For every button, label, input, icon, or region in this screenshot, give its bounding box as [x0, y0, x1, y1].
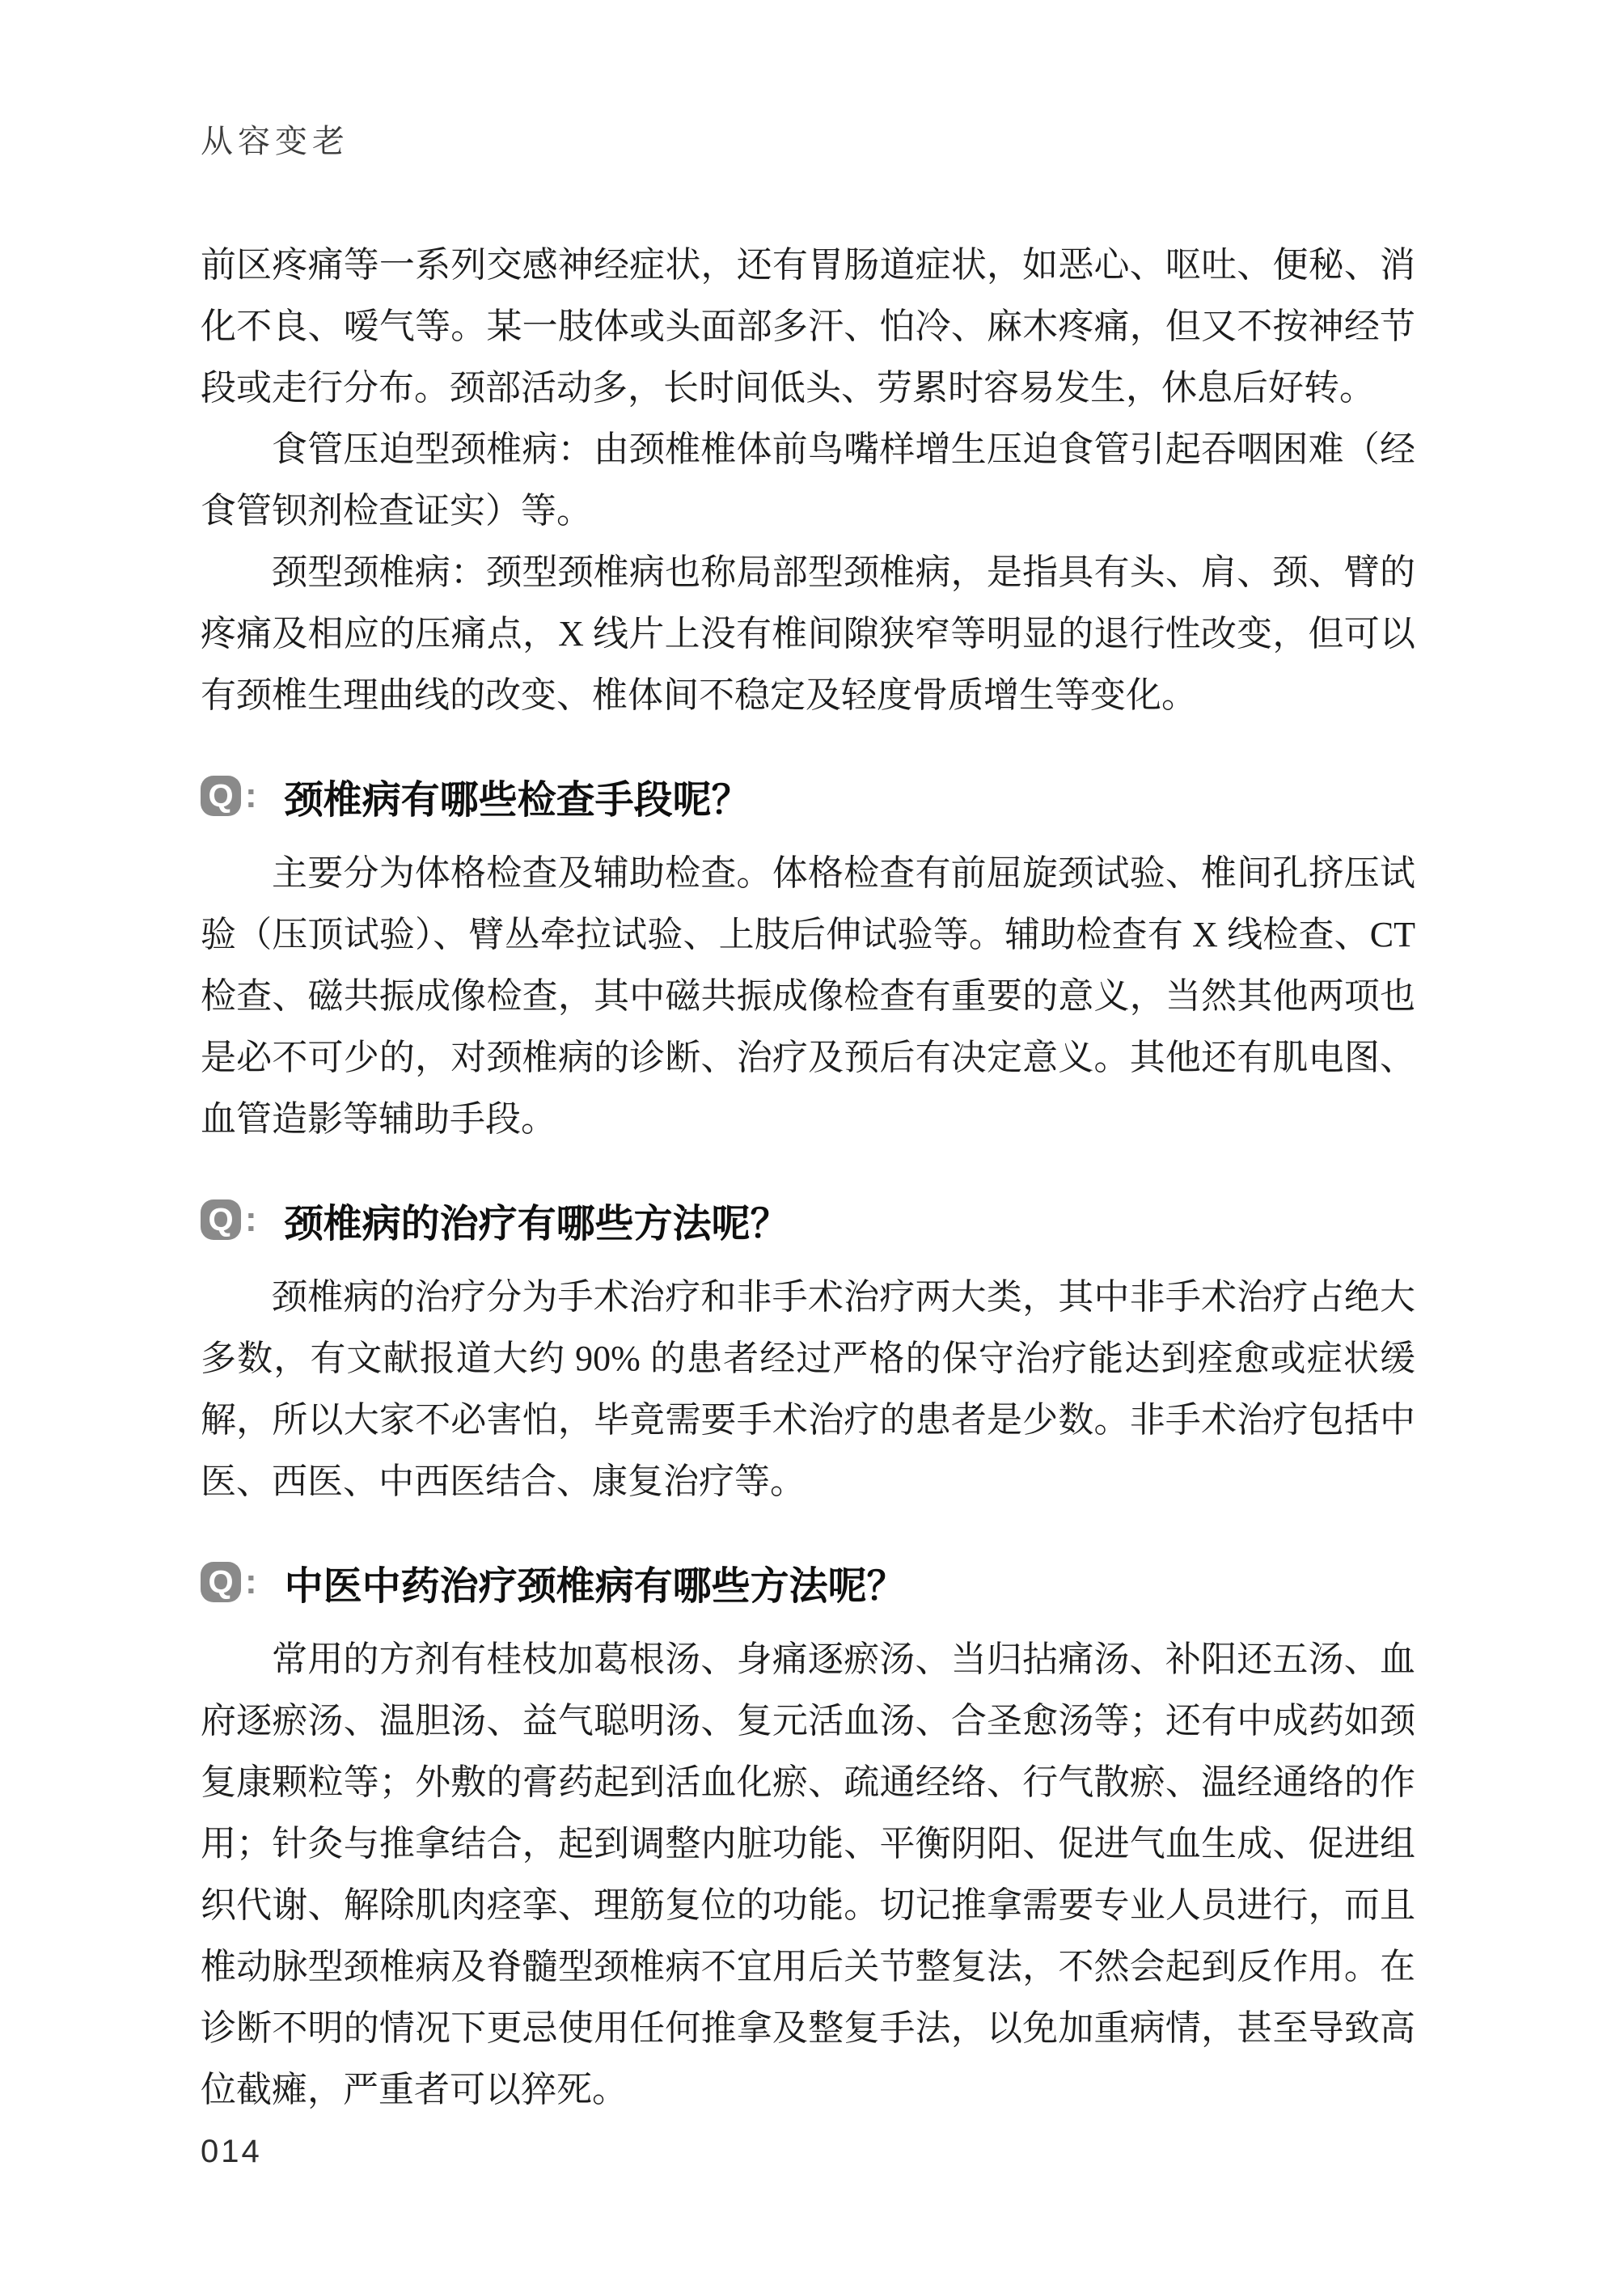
q-colon-icon: : [245, 1199, 257, 1239]
q-badge-icon [201, 1199, 257, 1240]
question-title-tcm: 中医中药治疗颈椎病有哪些方法呢？ [284, 1564, 906, 1608]
intro-paragraph-esophageal-type: 食管压迫型颈椎病：由颈椎椎体前鸟嘴样增生压迫食管引起吞咽困难（经食管钡剂检查证实）等。 [201, 429, 1415, 531]
q-badge-icon [201, 776, 257, 816]
q-letter-icon: Q [201, 776, 241, 816]
answer-paragraph-tcm: 常用的方剂有桂枝加葛根汤、身痛逐瘀汤、当归拈痛汤、补阳还五汤、血府逐瘀汤、温胆汤、益气聪明汤、复元活血汤、合圣愈汤等；还有中成药如颈复康颗粒等；外敷的膏药起到活血化瘀、疏通经络、行气散瘀、温经通络的作用；针灸与推拿结合，起到调整内脏功能、平衡阴阳、促进气血生成、促进组织代谢、解除肌肉痉挛、理筋复位的功能。切记推拿需要专业人员进行，而且椎动脉型颈椎病及脊髓型颈椎病不宜用后关节整复法，不然会起到反作用。在诊断不明的情况下更忌使用任何推拿及整复手法，以免加重病情，甚至导致高位截瘫，严重者可以猝死。 [201, 1639, 1415, 2109]
answer-paragraph-examination: 主要分为体格检查及辅助检查。体格检查有前屈旋颈试验、椎间孔挤压试验（压顶试验）、臂丛牵拉试验、上肢后伸试验等。辅助检查有 X 线检查、CT 检查、磁共振成像检查，其中磁共振成像检查有重要的意义，当然其他两项也是必不可少的，对颈椎病的诊断、治疗及预后有决定意义。其他还有肌电图、血管造影等辅助手段。 [201, 853, 1415, 1139]
intro-paragraph-continuation: 前区疼痛等一系列交感神经症状，还有胃肠道症状，如恶心、呕吐、便秘、消化不良、嗳气等。某一肢体或头面部多汗、怕冷、麻木疼痛，但又不按神经节段或走行分布。颈部活动多，长时间低头、劳累时容易发生，休息后好转。 [201, 245, 1415, 408]
running-head-book-title: 从容变老 [201, 123, 349, 159]
q-colon-icon: : [245, 1562, 257, 1601]
q-colon-icon: : [245, 776, 257, 815]
q-badge-icon [201, 1562, 257, 1602]
q-letter-icon: Q [201, 1199, 241, 1240]
page-number: 014 [201, 2134, 262, 2169]
question-title-examination: 颈椎病有哪些检查手段呢？ [284, 778, 751, 822]
answer-paragraph-treatment: 颈椎病的治疗分为手术治疗和非手术治疗两大类，其中非手术治疗占绝大多数，有文献报道大约 90% 的患者经过严格的保守治疗能达到痊愈或症状缓解，所以大家不必害怕，毕竟需要手术治疗的患者是少数。非手术治疗包括中医、西医、中西医结合、康复治疗等。 [201, 1277, 1415, 1501]
qa-heading-treatment [201, 1197, 1415, 1246]
qa-heading-examination [201, 773, 1415, 822]
q-letter-icon: Q [201, 1562, 241, 1602]
intro-paragraph-neck-type: 颈型颈椎病：颈型颈椎病也称局部型颈椎病，是指具有头、肩、颈、臂的疼痛及相应的压痛点，X 线片上没有椎间隙狭窄等明显的退行性改变，但可以有颈椎生理曲线的改变、椎体间不稳定及轻度骨质增生等变化。 [201, 552, 1415, 715]
question-title-treatment: 颈椎病的治疗有哪些方法呢？ [284, 1202, 789, 1246]
page-content [201, 235, 1415, 2121]
qa-heading-tcm [201, 1559, 1415, 1608]
